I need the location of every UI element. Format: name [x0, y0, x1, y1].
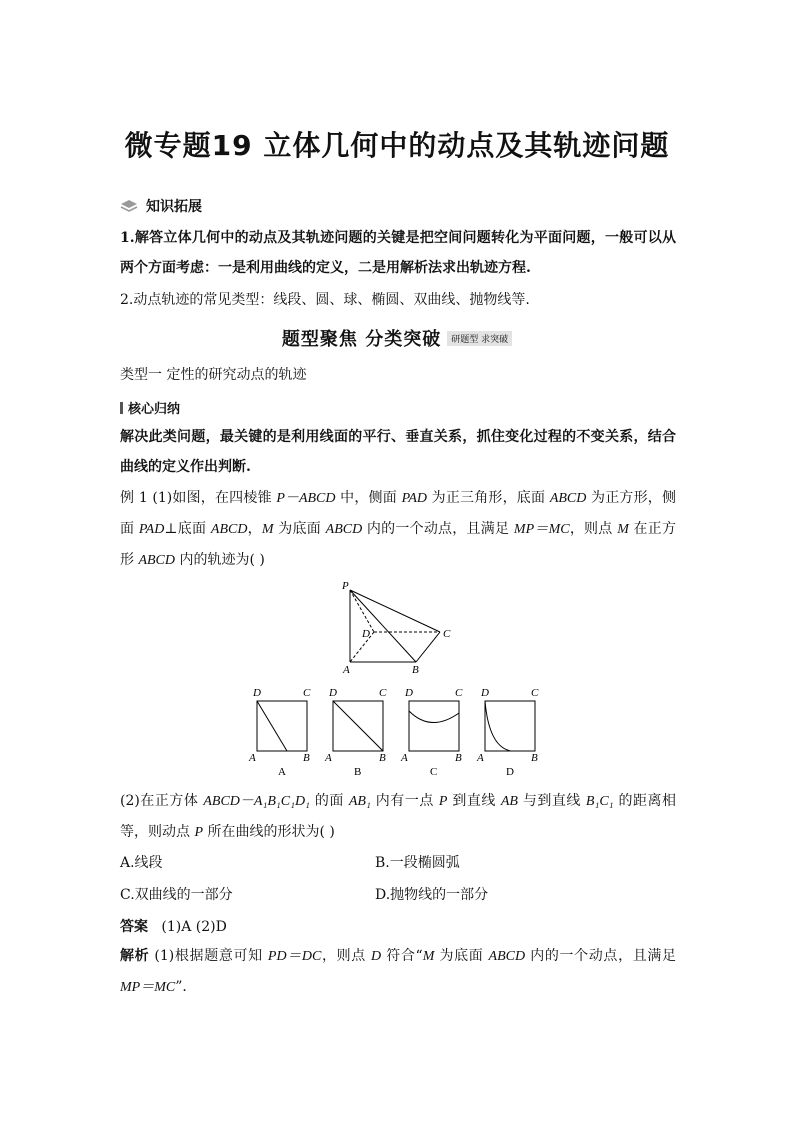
- ex-text: 例 1 (1)如图，在四棱锥: [120, 490, 277, 506]
- label-d: D: [362, 628, 370, 640]
- bar-marker: [120, 402, 123, 414]
- choice-a: A.线段: [120, 855, 163, 871]
- core-heading: [120, 398, 180, 417]
- analysis-math: ABCD: [488, 949, 526, 964]
- q2-text: 与到直线: [517, 793, 586, 809]
- section-knowledge: [120, 196, 202, 216]
- ex-math: PAD: [138, 522, 165, 537]
- ex-math: PAD: [401, 491, 427, 506]
- fig-b-a: A: [325, 752, 332, 764]
- fig-c-d: D: [405, 687, 413, 699]
- answer-label: 答案: [120, 919, 148, 935]
- analysis-text: ”．: [175, 979, 197, 995]
- analysis-math: PD＝DC: [267, 949, 322, 964]
- ex-text: 为正方形，侧面: [120, 490, 676, 537]
- fig-a-b: B: [303, 752, 310, 764]
- fig-a-c: C: [303, 687, 311, 699]
- fig-d-caption: D: [506, 766, 514, 778]
- fig-a-caption: A: [278, 766, 286, 778]
- q2-math: AB₁: [348, 794, 371, 809]
- ex-math: ABCD: [210, 522, 248, 537]
- pyramid-figure: [330, 578, 470, 678]
- ex-math: ABCD: [549, 491, 587, 506]
- q2-math: P: [194, 825, 204, 840]
- options-figure: [245, 683, 555, 779]
- ex-text: 中，侧面: [335, 490, 402, 506]
- label-b: B: [412, 664, 419, 676]
- analysis-math: M: [422, 949, 435, 964]
- core-text: 解决此类问题，最关键的是利用线面的平行、垂直关系，抓住变化过程的不变关系，结合曲线的定义作出判断.: [120, 429, 676, 475]
- option-figure-c: [400, 687, 463, 778]
- ex-math: MP＝MC: [513, 522, 570, 537]
- q2-text: 的面: [309, 793, 349, 809]
- q2-text: 内有一点: [370, 793, 439, 809]
- ex-text: 内的轨迹为( ): [175, 552, 265, 568]
- ex-text: ，则点: [569, 521, 618, 537]
- analysis: [120, 941, 676, 1003]
- analysis-text: 符合“: [381, 948, 423, 964]
- analysis-math: MP＝MC: [120, 980, 176, 995]
- banner-title: 题型聚焦 分类突破: [281, 329, 442, 350]
- example-1: [120, 483, 676, 576]
- analysis-label: 解析: [120, 948, 150, 964]
- choice-d: D.抛物线的一部分: [375, 887, 489, 903]
- fig-c-c: C: [455, 687, 463, 699]
- q2-text: 的距离相等，则动点: [120, 793, 677, 840]
- analysis-math: D: [371, 949, 382, 964]
- ex-math: M: [617, 522, 629, 537]
- ex-math: ABCD: [325, 522, 363, 537]
- page-title: 微专题19 立体几何中的动点及其轨迹问题: [124, 129, 670, 162]
- q2-math: B₁C₁: [585, 794, 614, 809]
- q2-math: ABCD－A₁B₁C₁D₁: [203, 794, 310, 809]
- type-heading: 类型一 定性的研究动点的轨迹: [120, 367, 307, 383]
- q2-text: 到直线: [447, 793, 501, 809]
- fig-b-d: D: [329, 687, 337, 699]
- fig-a-a: A: [249, 752, 256, 764]
- fig-d-c: C: [531, 687, 539, 699]
- knowledge-para-2: 2.动点轨迹的常见类型：线段、圆、球、椭圆、双曲线、抛物线等.: [120, 292, 530, 308]
- analysis-text: 为底面: [434, 948, 489, 964]
- option-figure-d: [476, 687, 539, 778]
- q2-math: P: [438, 794, 448, 809]
- fig-d-a: A: [477, 752, 484, 764]
- option-figure-a: [248, 687, 311, 778]
- label-c: C: [443, 628, 451, 640]
- analysis-text: ，则点: [321, 948, 372, 964]
- ex-text: 内的一个动点，且满足: [362, 521, 514, 537]
- section-banner: [0, 325, 794, 351]
- ex-text: ⊥底面: [164, 521, 211, 537]
- ex-text: 为底面: [273, 521, 326, 537]
- banner-tag: 研题型 求突破: [447, 331, 512, 346]
- option-figure-b: [324, 687, 387, 778]
- ex-text: ，: [247, 521, 262, 537]
- choice-b: B.一段椭圆弧: [375, 855, 460, 871]
- q2-text: (2)在正方体: [120, 793, 204, 809]
- fig-c-b: B: [455, 752, 462, 764]
- label-p: P: [342, 580, 349, 592]
- fig-d-b: B: [531, 752, 538, 764]
- answer-line: [120, 916, 227, 936]
- q2-math: AB: [500, 794, 518, 809]
- fig-d-d: D: [481, 687, 489, 699]
- ex-math: M: [261, 522, 274, 537]
- fig-b-c: C: [379, 687, 387, 699]
- analysis-text: (1)根据题意可知: [149, 948, 268, 964]
- answer-value: (1)A (2)D: [161, 919, 227, 935]
- knowledge-para-1: 1.解答立体几何中的动点及其轨迹问题的关键是把空间问题转化为平面问题，一般可以从两个方面考虑：一是利用曲线的定义，二是用解析法求出轨迹方程.: [120, 230, 676, 276]
- fig-c-caption: C: [430, 766, 438, 778]
- ex-text: 为正三角形，底面: [427, 490, 550, 506]
- section-label: 知识拓展: [146, 199, 202, 215]
- fig-a-d: D: [253, 687, 261, 699]
- layers-icon: [120, 199, 138, 213]
- question-2: [120, 786, 676, 848]
- q2-text: 所在曲线的形状为( ): [203, 824, 335, 840]
- fig-b-caption: B: [354, 766, 362, 778]
- label-a: A: [343, 664, 350, 676]
- fig-b-b: B: [379, 752, 386, 764]
- core-label: 核心归纳: [128, 402, 181, 417]
- ex-math: ABCD: [138, 553, 176, 568]
- analysis-text: 内的一个动点，且满足: [525, 948, 677, 964]
- fig-c-a: A: [401, 752, 408, 764]
- ex-text: 在正方形: [120, 521, 677, 568]
- ex-math: P－ABCD: [276, 491, 336, 506]
- choice-c: C.双曲线的一部分: [120, 887, 233, 903]
